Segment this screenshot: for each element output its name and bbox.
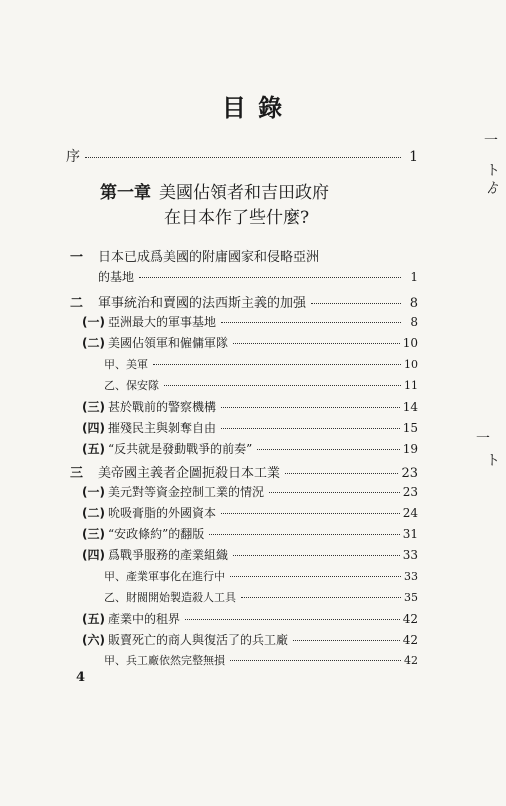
margin-mark: 一: [484, 133, 498, 149]
page-title: 目 錄: [221, 94, 285, 122]
toc-entry-label: 美元對等資金控制工業的情況: [108, 484, 265, 499]
toc-entry: [82, 631, 418, 649]
toc-entry-label: 產業中的租界: [108, 612, 181, 626]
toc-entry-number: (三): [82, 400, 105, 414]
toc-entry-page: 1: [409, 149, 418, 165]
toc-entry: [70, 292, 418, 310]
toc-entry-page: 19: [402, 442, 418, 457]
toc-entry-label: 販賣死亡的商人與復活了的兵工廠: [108, 633, 289, 648]
toc-entry-number: (一): [82, 315, 105, 330]
toc-entry-page: 42: [402, 633, 418, 648]
leader-dots: [221, 407, 400, 408]
toc-entry-page: 11: [404, 378, 418, 392]
chapter-number: 第一章: [100, 183, 151, 203]
toc-entry-label: 甲、產業軍事化在進行中: [104, 569, 225, 583]
page-number: 4: [76, 670, 86, 685]
toc-entry: [82, 440, 418, 458]
leader-dots: [233, 555, 400, 556]
toc-entry: [104, 568, 418, 586]
toc-entry-number: (四): [82, 548, 105, 563]
toc-entry-page: 10: [402, 336, 418, 351]
toc-entry-section-1: [98, 268, 418, 286]
toc-entry-label: 亞洲最大的軍事基地: [108, 315, 217, 330]
toc-entry-label: 吮吸膏脂的外國資本: [108, 506, 217, 520]
leader-dots: [241, 597, 401, 598]
toc-entry-label: 乙、財閥開始製造殺人工具: [104, 590, 236, 604]
leader-dots: [311, 303, 401, 304]
toc-entry-label: 甲、美軍: [104, 357, 148, 371]
toc-entry-number: (二): [82, 336, 105, 351]
toc-entry: [82, 504, 418, 522]
toc-entry: [82, 419, 418, 437]
margin-mark: ゟ: [486, 181, 500, 197]
chapter-title-line1: 美國佔領者和吉田政府: [159, 183, 329, 203]
toc-entry-number: (一): [82, 484, 105, 499]
toc-entry-page: 8: [409, 296, 418, 311]
toc-entry-page: 15: [402, 421, 418, 436]
toc-entry-page: 31: [402, 527, 418, 542]
toc-entry-number: (三): [82, 527, 105, 542]
margin-mark: ト: [486, 453, 500, 469]
toc-entry: [82, 483, 418, 501]
toc-entry-number: (二): [82, 506, 105, 520]
toc-entry-page: 24: [402, 506, 418, 520]
toc-entry-page: 42: [404, 654, 418, 668]
leader-dots: [153, 364, 401, 365]
toc-entry-label: 爲戰爭服務的產業組織: [108, 548, 229, 563]
toc-entry: [82, 546, 418, 564]
toc-entry-number: 二: [70, 296, 84, 311]
leader-dots: [293, 640, 400, 641]
chapter-heading: [100, 178, 329, 203]
toc-entry-label: “反共就是發動戰爭的前奏”: [108, 442, 253, 457]
toc-entry: [82, 525, 418, 543]
toc-entry-page: 42: [402, 612, 418, 626]
toc-entry-page: 8: [410, 315, 418, 330]
toc-entry-number: 三: [70, 465, 84, 481]
toc-entry-label: 美帝國主義者企圖扼殺日本工業: [98, 465, 281, 481]
margin-mark: ト: [486, 163, 500, 179]
toc-entry: [70, 462, 418, 480]
toc-entry-page: 23: [401, 465, 418, 481]
toc-entry: [104, 589, 418, 607]
leader-dots: [221, 322, 401, 323]
leader-dots: [209, 534, 399, 535]
toc-entry-page: 35: [404, 590, 418, 604]
leader-dots: [185, 619, 400, 620]
leader-dots: [164, 385, 401, 386]
toc-entry-label: “安政條約”的翻版: [108, 527, 205, 542]
section-number: 一: [70, 250, 84, 265]
leader-dots: [257, 449, 399, 450]
toc-entry-number: (五): [82, 442, 105, 457]
toc-entry-preface: [66, 146, 418, 164]
toc-entry-number: (四): [82, 421, 105, 436]
section-title-line1: 日本已成爲美國的附庸國家和侵略亞洲: [98, 250, 320, 265]
toc-entry-page: 23: [402, 484, 418, 499]
toc-entry: [82, 313, 418, 331]
margin-mark: 一: [476, 431, 490, 447]
leader-dots: [221, 428, 400, 429]
toc-entry-label: 甚於戰前的警察機構: [108, 400, 217, 414]
toc-entry-label: 軍事統治和賣國的法西斯主義的加强: [98, 296, 307, 311]
section-title-line2: 的基地: [98, 270, 135, 284]
leader-dots: [230, 660, 401, 661]
toc-entry-label: 序: [66, 149, 80, 165]
toc-entry: [82, 398, 418, 416]
toc-entry-page: 33: [402, 548, 418, 563]
toc-entry-page: 33: [404, 569, 418, 583]
section-heading-1: [70, 246, 319, 265]
leader-dots: [139, 277, 401, 278]
toc-entry: [104, 356, 418, 374]
toc-entry: [104, 652, 418, 670]
leader-dots: [85, 157, 401, 158]
toc-entry-page: 10: [404, 357, 418, 371]
leader-dots: [230, 576, 401, 577]
toc-entry: [82, 610, 418, 628]
toc-entry-label: 乙、保安隊: [104, 378, 159, 392]
toc-entry: [104, 377, 418, 395]
toc-entry-number: (五): [82, 612, 105, 626]
leader-dots: [285, 473, 398, 474]
leader-dots: [221, 513, 400, 514]
chapter-title-line2: 在日本作了些什麼?: [164, 208, 310, 228]
toc-entry-label: 美國佔領軍和僱傭軍隊: [108, 336, 229, 351]
toc-entry-page: 1: [410, 270, 418, 284]
toc-entry-label: 甲、兵工廠依然完整無損: [104, 654, 225, 668]
toc-entry-page: 14: [402, 400, 418, 414]
toc-entry: [82, 334, 418, 352]
leader-dots: [233, 343, 400, 344]
toc-entry-number: (六): [82, 633, 105, 648]
toc-entry-label: 摧殘民主與剝奪自由: [108, 421, 217, 436]
leader-dots: [269, 492, 400, 493]
